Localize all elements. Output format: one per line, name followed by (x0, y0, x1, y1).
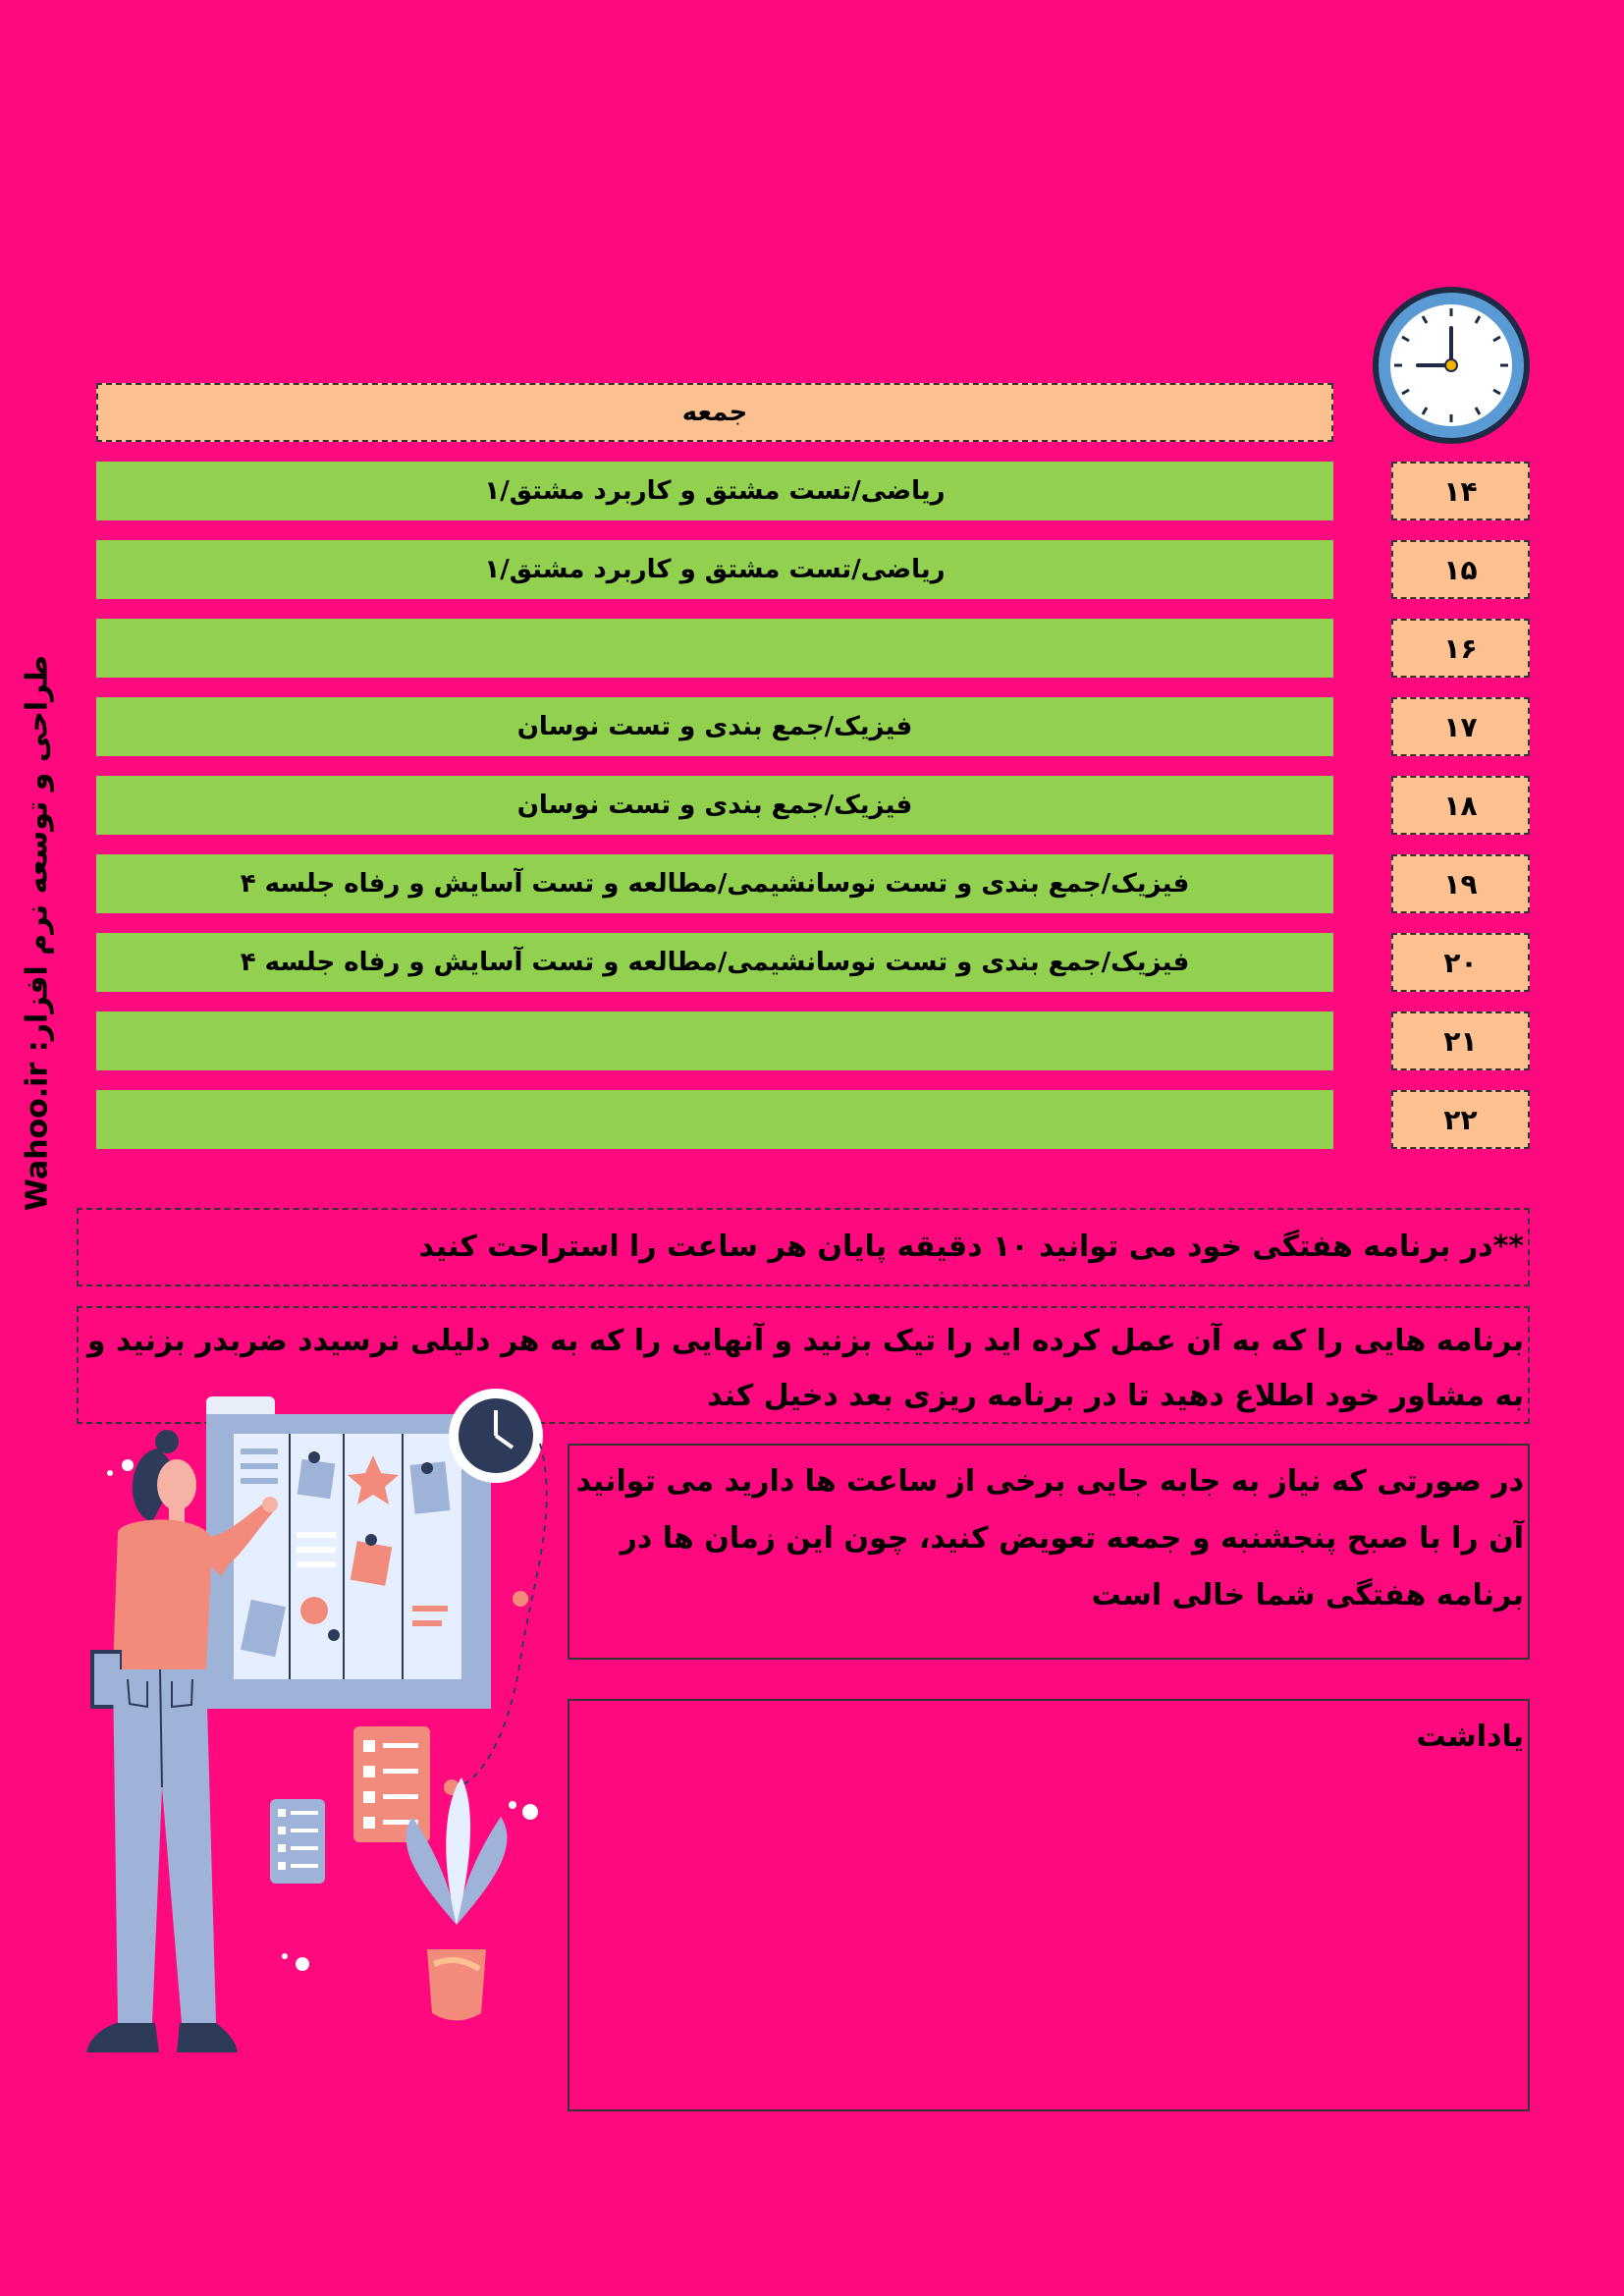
task-cell[interactable]: فیزیک/جمع بندی و تست نوسان (96, 776, 1333, 835)
rest-note: **در برنامه هفتگی خود می توانید ۱۰ دقیقه پایان هر ساعت را استراحت کنید (77, 1208, 1530, 1286)
hour-cell: ۱۵ (1391, 540, 1530, 599)
task-cell[interactable]: فیزیک/جمع بندی و تست نوسانشیمی/مطالعه و تست آسایش و رفاه جلسه ۴ (96, 933, 1333, 992)
clock-icon (1371, 285, 1532, 446)
hour-cell: ۲۰ (1391, 933, 1530, 992)
task-cell[interactable] (96, 1090, 1333, 1149)
hour-cell: ۱۴ (1391, 462, 1530, 520)
task-cell[interactable]: ریاضی/تست مشتق و کاربرد مشتق/۱ (96, 462, 1333, 520)
swap-note: در صورتی که نیاز به جابه جایی برخی از ساعت ها دارید می توانید آن را با صبح پنجشنبه و جمعه تعویض کنید، چون این زمان ها در برنامه هفتگی شما خالی است (568, 1444, 1530, 1660)
hour-cell: ۲۲ (1391, 1090, 1530, 1149)
memo-label: یاداشت (1416, 1720, 1524, 1754)
memo-box[interactable] (568, 1699, 1530, 2111)
tick-note: برنامه هایی را که به آن عمل کرده اید را تیک بزنید و آنهایی را که به هر دلیلی نرسیدد ضربدر بزنید و به مشاور خود اطلاع دهید تا در برنامه ریزی بعد دخیل کند (77, 1306, 1530, 1424)
hour-cell: ۲۱ (1391, 1011, 1530, 1070)
day-header: جمعه (96, 383, 1333, 442)
hour-cell: ۱۸ (1391, 776, 1530, 835)
hour-cell: ۱۹ (1391, 854, 1530, 913)
task-cell[interactable]: فیزیک/جمع بندی و تست نوسان (96, 697, 1333, 756)
task-cell[interactable]: فیزیک/جمع بندی و تست نوسانشیمی/مطالعه و تست آسایش و رفاه جلسه ۴ (96, 854, 1333, 913)
task-cell[interactable] (96, 1011, 1333, 1070)
hour-cell: ۱۷ (1391, 697, 1530, 756)
woman-planning-board-illustration (69, 1375, 560, 2082)
hour-cell: ۱۶ (1391, 619, 1530, 678)
credit-text: طراحی و توسعه نرم افزار: Wahoo.ir (20, 654, 55, 1212)
task-cell[interactable] (96, 619, 1333, 678)
task-cell[interactable]: ریاضی/تست مشتق و کاربرد مشتق/۱ (96, 540, 1333, 599)
